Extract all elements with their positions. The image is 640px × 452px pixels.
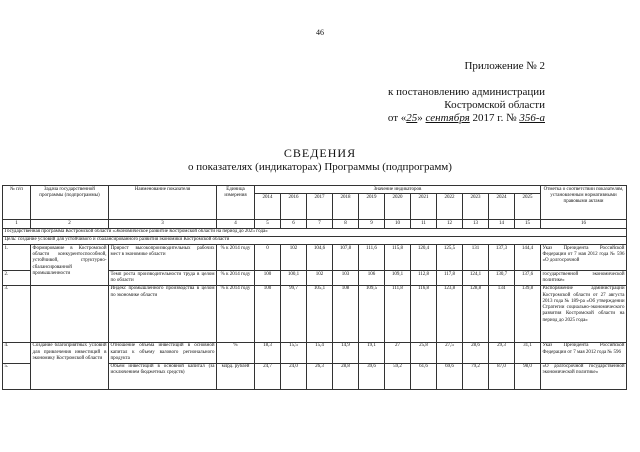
program-row: Государственная программа Костромской области «Экономическое развитие Костромской области на период до 2025 года» [3,228,627,236]
value-cell: 109,5 [359,285,385,342]
value-cell: 26,3 [307,363,333,389]
column-number: 4 [217,220,255,228]
value-cell: 105,1 [307,285,333,342]
task-cell-empty [31,285,109,342]
value-cell: 28,6 [463,342,489,363]
value-cell: 124,1 [463,271,489,286]
header-year: 2019 [359,194,385,220]
header-values: Значение индикаторов [255,186,541,194]
column-number: 5 [255,220,281,228]
value-cell: 99,7 [281,285,307,342]
table-row [3,285,627,342]
column-number: 15 [515,220,541,228]
value-cell: 139,8 [515,285,541,342]
value-cell: 24,0 [281,363,307,389]
value-cell: 108 [333,285,359,342]
row-number: 5. [3,363,31,389]
resolution-line-2: Костромской области [444,99,545,111]
value-cell: 31,1 [515,342,541,363]
header-year: 2020 [385,194,411,220]
value-cell: 69,6 [437,363,463,389]
table-row [3,342,627,363]
goal-row: Цель: создание условий для устойчивого и сбалансированного развития экономики Костромской области [3,236,627,244]
document-subtitle: о показателях (индикаторах) Программы (подпрограмм) [188,161,452,173]
value-cell: 134 [489,285,515,342]
row-number: 4. [3,342,31,363]
column-number: 6 [281,220,307,228]
value-cell: 137,3 [489,245,515,271]
value-cell: 128,8 [463,285,489,342]
header-year: 2016 [281,194,307,220]
task-cell: Формирование в Костромской области конкурентоспособной, устойчивой, структурно-сбалансированной промышленности [31,245,109,286]
indicator-name: Темп роста производительности труда в целом по области [109,271,217,286]
value-cell: 102 [307,271,333,286]
value-cell: 117,8 [437,271,463,286]
unit-cell: млрд. рублей [217,363,255,389]
column-number: 12 [437,220,463,228]
indicators-table [2,185,627,390]
value-cell: 39,6 [359,363,385,389]
note-cell: Указ Президента Российской Федерации от 7 мая 2012 года № 596 «О долгосрочной [541,245,627,271]
header-task: Задача государственной программы (подпрограммы) [31,186,109,220]
header-unit: Единица измерения [217,186,255,220]
value-cell: 61,6 [411,363,437,389]
value-cell: 24,7 [255,363,281,389]
column-number: 3 [109,220,217,228]
column-number: 7 [307,220,333,228]
date-mid: » [417,112,426,124]
row-number: 3. [3,285,31,342]
date-day: 25 [406,112,418,124]
value-cell: 104,6 [307,245,333,271]
table-row [3,245,627,271]
value-cell: 123,8 [437,285,463,342]
value-cell: 116,8 [411,285,437,342]
indicator-name: Прирост высокопроизводительных рабочих мест в экономике области [109,245,217,271]
column-number: 14 [489,220,515,228]
value-cell: 27,5 [437,342,463,363]
value-cell: 111,6 [359,245,385,271]
unit-cell: % к 2014 году [217,271,255,286]
column-number: 13 [463,220,489,228]
document-title: СВЕДЕНИЯ [283,146,357,160]
date-month: сентября [425,112,470,124]
value-cell: 120,4 [411,245,437,271]
row-number: 1. [3,245,31,271]
header-year: 2017 [307,194,333,220]
value-cell: 15,4 [307,342,333,363]
appendix-heading: Приложение № 2 [464,60,545,72]
value-cell: 102 [281,245,307,271]
note-cell: Распоряжение администрации Костромской области от 27 августа 2013 года № 189-ра «Об утверждении Стратегии социально-экономического развития Костромской области на период до 2025 года» [541,285,627,342]
value-cell: 103 [333,271,359,286]
unit-cell: % к 2014 году [217,245,255,271]
note-cell: «О долгосрочной государственной экономической политике» [541,363,627,389]
value-cell: 144,4 [515,245,541,271]
date-prefix: от « [387,112,407,124]
value-cell: 115,8 [385,245,411,271]
value-cell: 18,3 [255,342,281,363]
row-number: 2. [3,271,31,286]
value-cell: 111,8 [385,285,411,342]
header-year: 2014 [255,194,281,220]
value-cell: 109,1 [385,271,411,286]
value-cell: 112,8 [411,271,437,286]
indicator-name: Индекс промышленного производства в целом по экономике области [109,285,217,342]
header-note: Отметка о соответствии показателям, установленным нормативными правовыми актами [541,186,627,220]
value-cell: 100,1 [281,271,307,286]
resolution-reference [0,86,545,112]
value-cell: 28,8 [333,363,359,389]
header-year: 2022 [437,194,463,220]
column-number: 1 [3,220,31,228]
column-number: 11 [411,220,437,228]
column-number: 10 [385,220,411,228]
date-year: 2017 г. № [469,112,520,124]
task-cell: Создание благоприятных условий для привлечения инвестиций в экономику Костромской области [31,342,109,389]
value-cell: 131 [463,245,489,271]
value-cell: 130,7 [489,271,515,286]
header-year: 2021 [411,194,437,220]
value-cell: 0 [255,245,281,271]
indicator-name: Объем инвестиций в основной капитал (за исключением бюджетных средств) [109,363,217,389]
note-cell: Указ Президента Российской Федерации от 7 мая 2012 года № 596 [541,342,627,363]
value-cell: 15,5 [281,342,307,363]
value-cell: 14,9 [333,342,359,363]
value-cell: 87,0 [489,363,515,389]
value-cell: 59,2 [385,363,411,389]
value-cell: 100 [255,271,281,286]
value-cell: 79,2 [463,363,489,389]
page-number: 46 [316,28,324,37]
value-cell: 27 [385,342,411,363]
resolution-number: 356-а [519,112,545,124]
header-year: 2025 [515,194,541,220]
resolution-date-line [0,112,545,124]
value-cell: 25,8 [411,342,437,363]
column-number: 16 [541,220,627,228]
value-cell: 137,6 [515,271,541,286]
value-cell: 98,0 [515,363,541,389]
value-cell: 106 [359,271,385,286]
value-cell: 125,5 [437,245,463,271]
header-year: 2024 [489,194,515,220]
value-cell: 29,3 [489,342,515,363]
header-num: № п/п [3,186,31,220]
header-indicator: Наименование показателя [109,186,217,220]
header-year: 2018 [333,194,359,220]
column-number: 2 [31,220,109,228]
value-cell: 100 [255,285,281,342]
unit-cell: % к 2014 году [217,285,255,342]
indicator-name: Отношение объема инвестиций в основной капитал к объему валового регионального продукта [109,342,217,363]
resolution-line-1: к постановлению администрации [388,86,545,98]
value-cell: 107,8 [333,245,359,271]
note-cell: государственной экономической политике» [541,271,627,286]
unit-cell: % [217,342,255,363]
column-number: 9 [359,220,385,228]
value-cell: 19,1 [359,342,385,363]
column-number: 8 [333,220,359,228]
header-year: 2023 [463,194,489,220]
